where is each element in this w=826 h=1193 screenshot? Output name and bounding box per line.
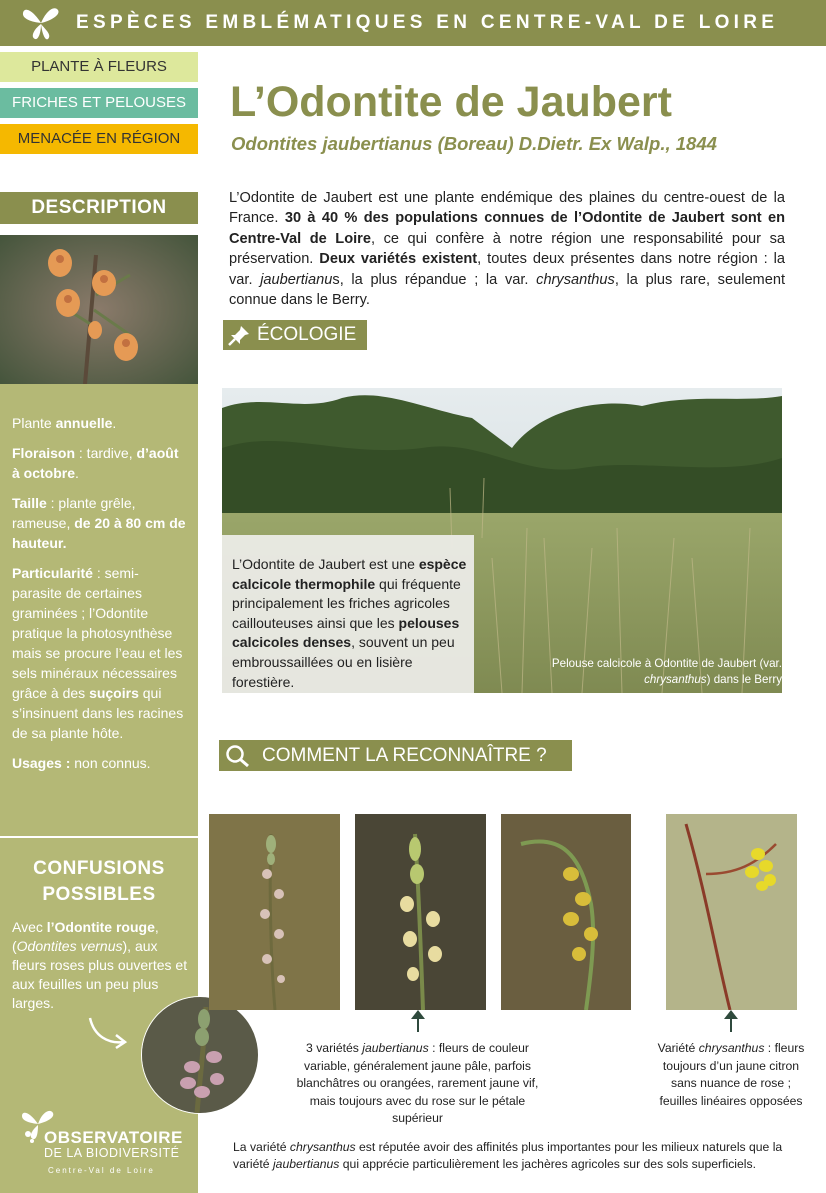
header-bar	[0, 0, 826, 46]
desc-annuelle: Plante annuelle.	[12, 415, 117, 431]
reconnaitre-heading	[219, 740, 572, 771]
variety-photo-3	[501, 814, 631, 1010]
description-heading: DESCRIPTION	[0, 192, 198, 224]
caption-jaubertianus: 3 variétés jaubertianus : fleurs de couleur variable, généralement jaune pâle, parfois blanchâtres ou orangées, rarement jaune vif, mais toujours avec du rose sur le pétale supérieur	[296, 1041, 539, 1126]
desc-floraison: Floraison : tardive, d’août à octobre.	[12, 445, 179, 481]
observatoire-line3: Centre-Val de Loire	[48, 1166, 155, 1175]
confusions-text: Avec l’Odontite rouge, (Odontites vernus), aux fleurs roses plus ouvertes et aux feuilles un peu plus larges.	[12, 919, 188, 1011]
tag-menacee: MENACÉE EN RÉGION	[0, 124, 198, 154]
observatoire-line2: DE LA BIODIVERSITÉ	[44, 1146, 180, 1160]
tag-friches-pelouses: FRICHES ET PELOUSES	[0, 88, 198, 118]
tag-plante-a-fleurs: PLANTE À FLEURS	[0, 52, 198, 82]
desc-particularite: Particularité : semi-parasite de certaines graminées ; l’Odontite pratique la photosynthèse mais se procure l’eau et les sels minéraux nécessaires grâce à des suçoirs qui s’insinuent dans les racines de sa plante hôte.	[12, 565, 184, 741]
odontite-rouge-photo	[141, 996, 259, 1114]
scientific-name: Odontites jaubertianus (Boreau) D.Dietr. Ex Walp., 1844	[231, 133, 717, 154]
bottom-note: La variété chrysanthus est réputée avoir des affinités plus importantes pour les milieux naturels que la variété jaubertianus qui apprécie particulièrement les jachères agricoles sur des sols superficiels.	[233, 1140, 783, 1171]
magnifier-icon	[225, 744, 251, 768]
observatoire-line1: OBSERVATOIRE	[44, 1128, 183, 1147]
flower-photo-description	[0, 235, 198, 384]
arrow-up-right-line	[730, 1017, 732, 1032]
ecologie-text: L’Odontite de Jaubert est une espèce calcicole thermophile qui fréquente principalement les friches agricoles caillouteuses ainsi que les pelouses calcicoles denses, souvent un peu embroussaillées ou en lisière forestière.	[232, 556, 467, 690]
variety-photo-4	[666, 814, 797, 1010]
ecologie-textbox	[222, 535, 474, 693]
pin-icon	[227, 324, 251, 346]
confusions-heading: CONFUSIONS POSSIBLES	[33, 858, 165, 905]
variety-photo-1	[209, 814, 340, 1010]
desc-usages: Usages : non connus.	[12, 755, 151, 771]
header-title: ESPÈCES EMBLÉMATIQUES EN CENTRE-VAL DE LOIRE	[76, 12, 779, 33]
desc-taille: Taille : plante grêle, rameuse, de 20 à 80 cm de hauteur.	[12, 495, 186, 551]
ecologie-heading-label: ÉCOLOGIE	[257, 324, 357, 345]
arrow-up-left-line	[417, 1017, 419, 1032]
arrow-up-right-icon	[724, 1010, 738, 1019]
sidebar-divider	[0, 836, 198, 838]
page-title: L’Odontite de Jaubert	[230, 78, 672, 126]
intro-paragraph: L’Odontite de Jaubert est une plante endémique des plaines du centre-ouest de la France. 30 à 40 % des populations connues de l’Odontite de Jaubert sont en Centre-Val de Loire, ce qui confère à notre région une responsabilité pour sa préservation. Deux variétés existent, toutes deux présentes dans notre région : la var. jaubertianus, la plus répandue ; la var. chrysanthus, la plus rare, seulement connue dans le Berry.	[229, 190, 786, 309]
landscape-caption: Pelouse calcicole à Odontite de Jaubert (var. chrysanthus) dans le Berry	[551, 657, 782, 686]
reconnaitre-heading-label: COMMENT LA RECONNAÎTRE ?	[262, 745, 547, 766]
butterfly-logo-icon	[20, 3, 62, 43]
curved-arrow-icon	[86, 1014, 130, 1050]
description-text	[12, 413, 188, 783]
ecologie-heading	[223, 320, 367, 350]
caption-chrysanthus: Variété chrysanthus : fleurs toujours d’un jaune citron sans nuance de rose ; feuilles linéaires opposées	[657, 1041, 805, 1108]
observatoire-logo	[18, 1104, 188, 1182]
arrow-up-left-icon	[411, 1010, 425, 1019]
variety-photo-2	[355, 814, 486, 1010]
